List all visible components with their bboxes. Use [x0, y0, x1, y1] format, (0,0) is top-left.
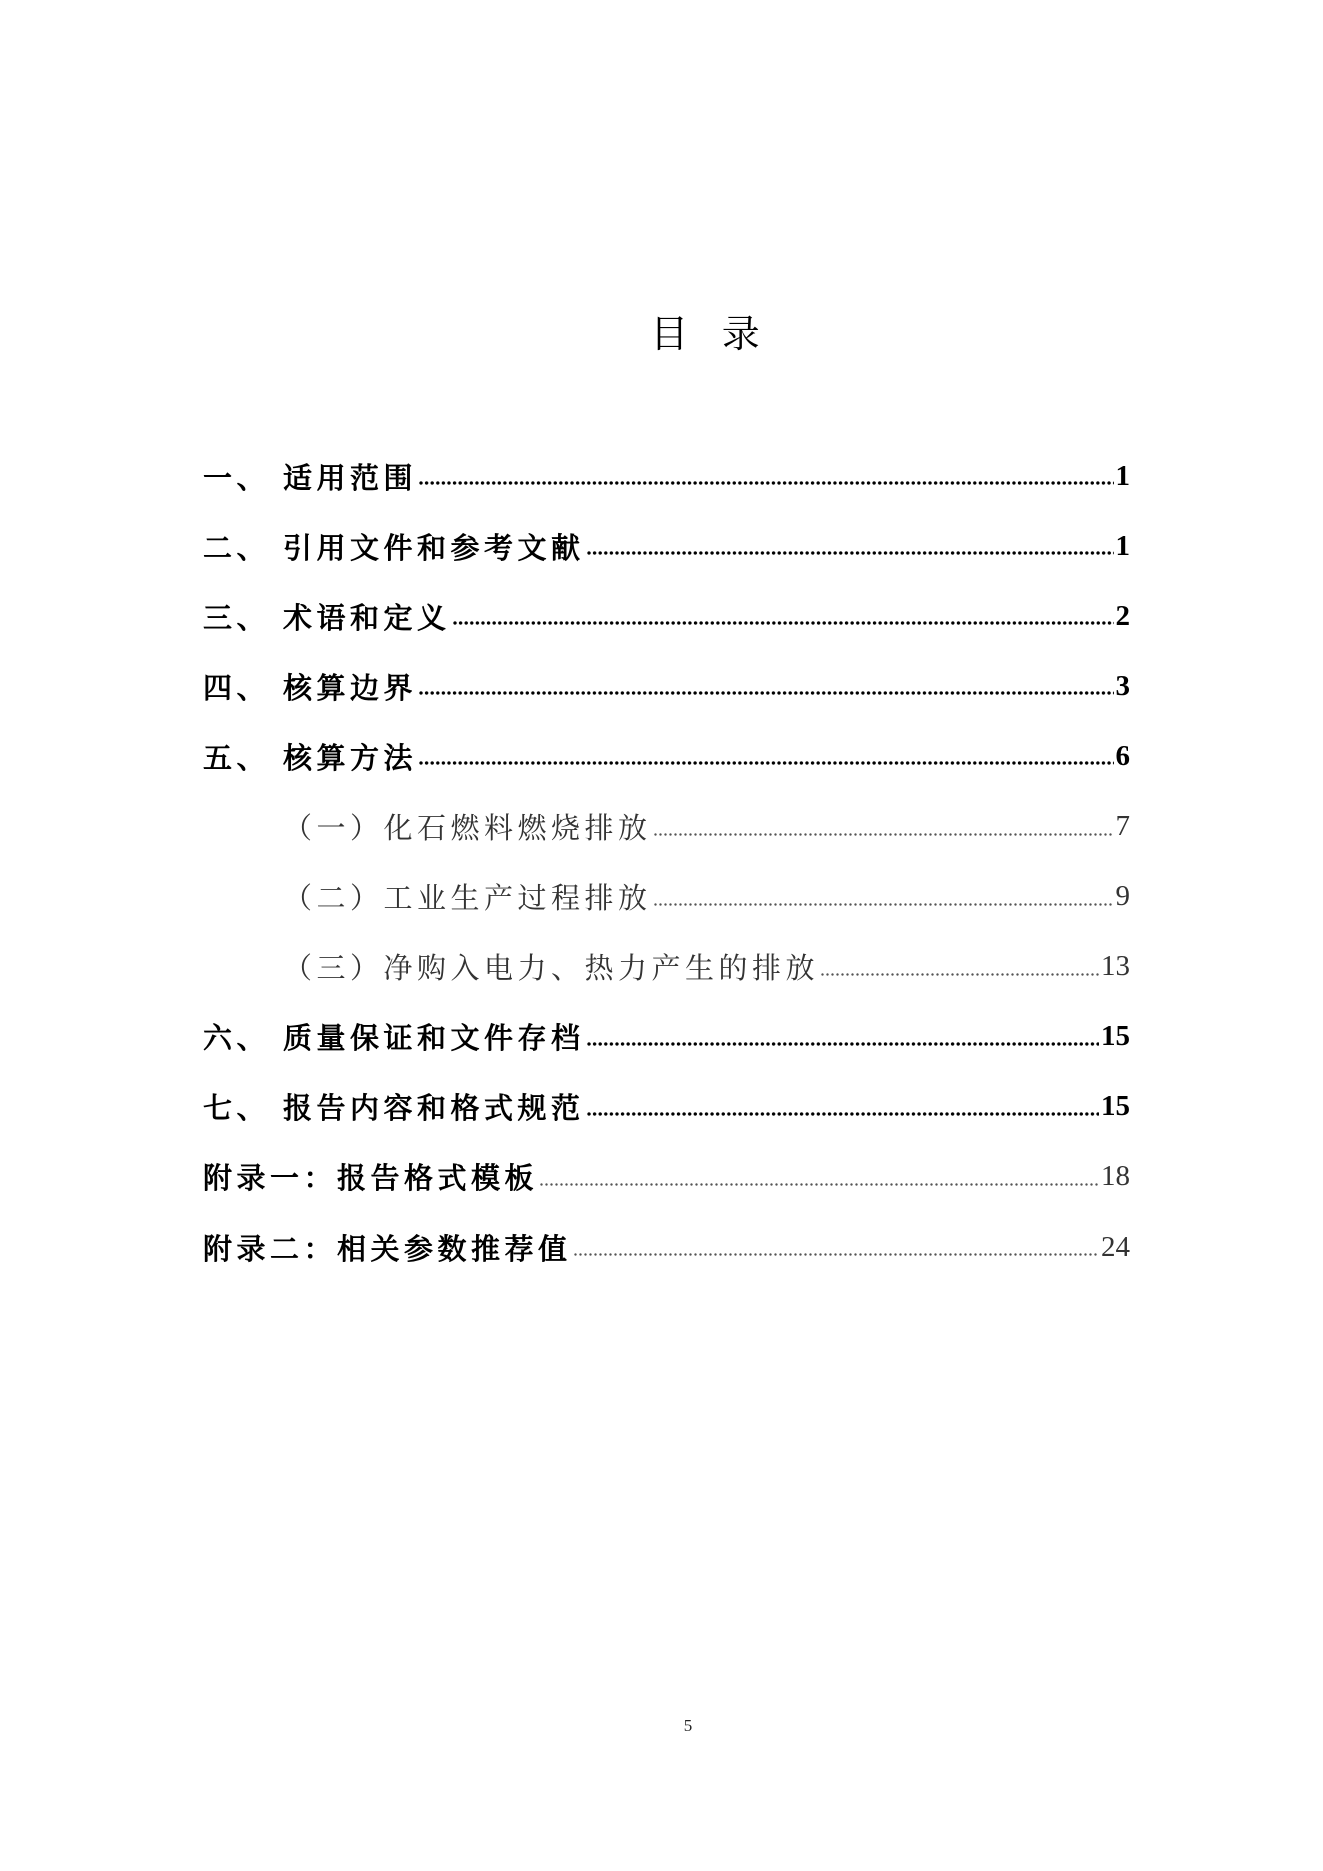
toc-appendix-2[interactable] [203, 1212, 1130, 1282]
toc-entry-methods[interactable] [203, 721, 1130, 791]
toc-entry-title: （三）净购入电力、热力产生的排放 [283, 953, 820, 986]
toc-entry-page: 3 [1115, 669, 1130, 702]
dot-leader [419, 461, 1113, 491]
toc-entry-title: （二）工业生产过程排放 [283, 883, 652, 916]
toc-entry-title: 附录一：报告格式模板 [203, 1163, 539, 1196]
dot-leader [587, 531, 1114, 561]
toc-entry-title: 术语和定义 [283, 602, 451, 635]
toc-entry-title: 核算边界 [283, 672, 418, 705]
table-of-contents [203, 441, 1130, 1282]
toc-entry-quality-assurance[interactable] [203, 1002, 1130, 1072]
dot-leader [821, 952, 1099, 982]
dot-leader [654, 882, 1114, 912]
toc-entry-title: 质量保证和文件存档 [283, 1023, 585, 1056]
toc-entry-number: 七、 [203, 1093, 271, 1126]
toc-subentry-fossil-fuel[interactable] [203, 791, 1130, 861]
toc-entry-number: 六、 [203, 1023, 271, 1056]
toc-entry-page: 13 [1101, 950, 1130, 983]
toc-entry-page: 2 [1115, 599, 1130, 632]
page-title: 目 录 [650, 314, 760, 356]
toc-entry-page: 15 [1101, 1020, 1130, 1053]
toc-entry-page: 1 [1115, 529, 1130, 562]
page-number: 5 [683, 1716, 693, 1735]
toc-entry-number: 一、 [203, 462, 271, 495]
toc-entry-number: 二、 [203, 532, 271, 565]
dot-leader [587, 1022, 1099, 1052]
toc-entry-number: 五、 [203, 742, 271, 775]
toc-entry-references[interactable] [203, 511, 1130, 581]
toc-entry-page: 1 [1115, 459, 1130, 492]
dot-leader [419, 741, 1113, 771]
toc-entry-title: 适用范围 [283, 462, 418, 495]
toc-subentry-purchased-power[interactable] [203, 932, 1130, 1002]
toc-entry-report-format[interactable] [203, 1072, 1130, 1142]
toc-entry-page: 6 [1115, 739, 1130, 772]
toc-entry-title: 附录二：相关参数推荐值 [203, 1233, 572, 1266]
toc-entry-page: 15 [1101, 1090, 1130, 1123]
toc-entry-title: （一）化石燃料燃烧排放 [283, 813, 652, 846]
toc-entry-title: 引用文件和参考文献 [283, 532, 585, 565]
toc-subentry-industrial-process[interactable] [203, 862, 1130, 932]
toc-entry-terms[interactable] [203, 581, 1130, 651]
toc-entry-number: 三、 [203, 602, 271, 635]
dot-leader [574, 1232, 1099, 1262]
toc-entry-page: 9 [1115, 880, 1130, 913]
toc-entry-title: 核算方法 [283, 742, 418, 775]
toc-entry-page: 18 [1101, 1160, 1130, 1193]
toc-entry-page: 24 [1101, 1230, 1130, 1263]
toc-entry-scope[interactable] [203, 441, 1130, 511]
dot-leader [453, 601, 1114, 631]
dot-leader [654, 812, 1114, 842]
toc-entry-number: 四、 [203, 672, 271, 705]
toc-entry-title: 报告内容和格式规范 [283, 1093, 585, 1126]
toc-appendix-1[interactable] [203, 1142, 1130, 1212]
toc-entry-boundary[interactable] [203, 651, 1130, 721]
dot-leader [419, 671, 1113, 701]
dot-leader [540, 1162, 1099, 1192]
dot-leader [587, 1092, 1099, 1122]
toc-entry-page: 7 [1115, 810, 1130, 843]
